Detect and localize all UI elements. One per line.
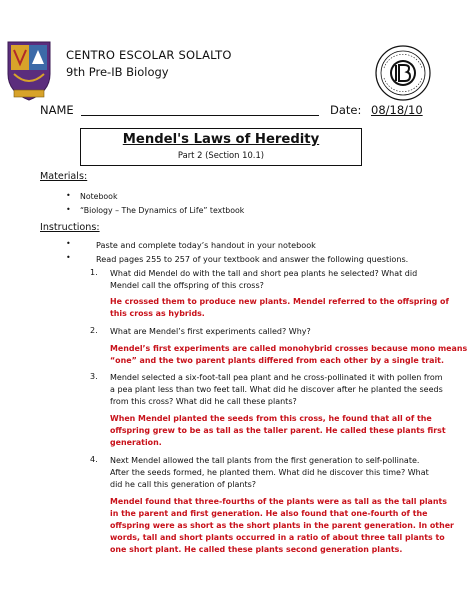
answer-text: He crossed them to produce new plants. Mendel referred to the offspring of [110,297,449,306]
bullet-icon: • [66,239,71,248]
answer-text: words, tall and short plants occurred in a ratio of about three tall plants to [110,533,445,542]
question-number: 2. [90,326,98,335]
name-label: NAME [40,103,74,117]
course-name: 9th Pre-IB Biology [66,65,169,79]
title-box [80,128,362,166]
instruction-item: Read pages 255 to 257 of your textbook and answer the following questions. [96,254,409,264]
question-number: 4. [90,455,98,464]
bullet-icon: • [66,253,71,262]
question-text: did he call this generation of plants? [110,480,257,489]
date-value: 08/18/10 [371,103,423,117]
question-number: 3. [90,372,98,381]
question-text: What are Mendel’s first experiments called? Why? [110,327,311,336]
page-subtitle: Part 2 (Section 10.1) [177,150,265,160]
question-text: What did Mendel do with the tall and short pea plants he selected? What did [110,269,418,278]
materials-item: Notebook [80,192,118,201]
instructions-heading: Instructions: [40,222,100,233]
answer-text: this cross as hybrids. [110,309,205,318]
date-label: Date: [330,103,362,117]
materials-heading: Materials: [40,171,88,182]
bullet-icon: • [66,191,71,200]
question-text: Next Mendel allowed the tall plants from the first generation to self-pollinate. [110,456,420,465]
question-text: After the seeds formed, he planted them. What did he discover this time? What [110,468,429,477]
bullet-icon: • [66,205,71,214]
question-number: 1. [90,268,98,277]
answer-text: Mendel’s first experiments are called monohybrid crosses because mono means [110,344,468,353]
ib-seal-icon [374,44,432,102]
answer-text: “one” and the two parent plants differed from each other by a single trait. [110,356,444,365]
school-name: CENTRO ESCOLAR SOLALTO [66,48,232,62]
answer-text: one short plant. He called these plants second generation plants. [110,545,403,554]
question-text: Mendel call the offspring of this cross? [110,281,264,290]
answer-text: Mendel found that three-fourths of the plants were as tall as the tall plants [110,497,447,506]
answer-text: offspring were as short as the short plants in the parent generation. In other [110,521,454,530]
name-field[interactable] [81,115,319,116]
question-text: Mendel selected a six-foot-tall pea plant and he cross-pollinated it with pollen from [110,373,443,382]
name-date-row [40,103,435,123]
school-crest-icon [6,40,52,104]
answer-text: in the parent and first generation. He also found that one-fourth of the [110,509,428,518]
page-title: Mendel's Laws of Heredity [122,132,320,147]
answer-text: offspring grew to be as tall as the taller parent. He called these plants first [110,426,446,435]
instruction-item: Paste and complete today’s handout in your notebook [96,240,316,250]
question-text: a pea plant less than two feet tall. What did he discover after he planted the seeds [110,385,443,394]
answer-text: generation. [110,438,162,447]
materials-item: “Biology – The Dynamics of Life” textbook [80,206,245,215]
answer-text: When Mendel planted the seeds from this cross, he found that all of the [110,414,432,423]
question-text: from this cross? What did he call these plants? [110,397,297,406]
